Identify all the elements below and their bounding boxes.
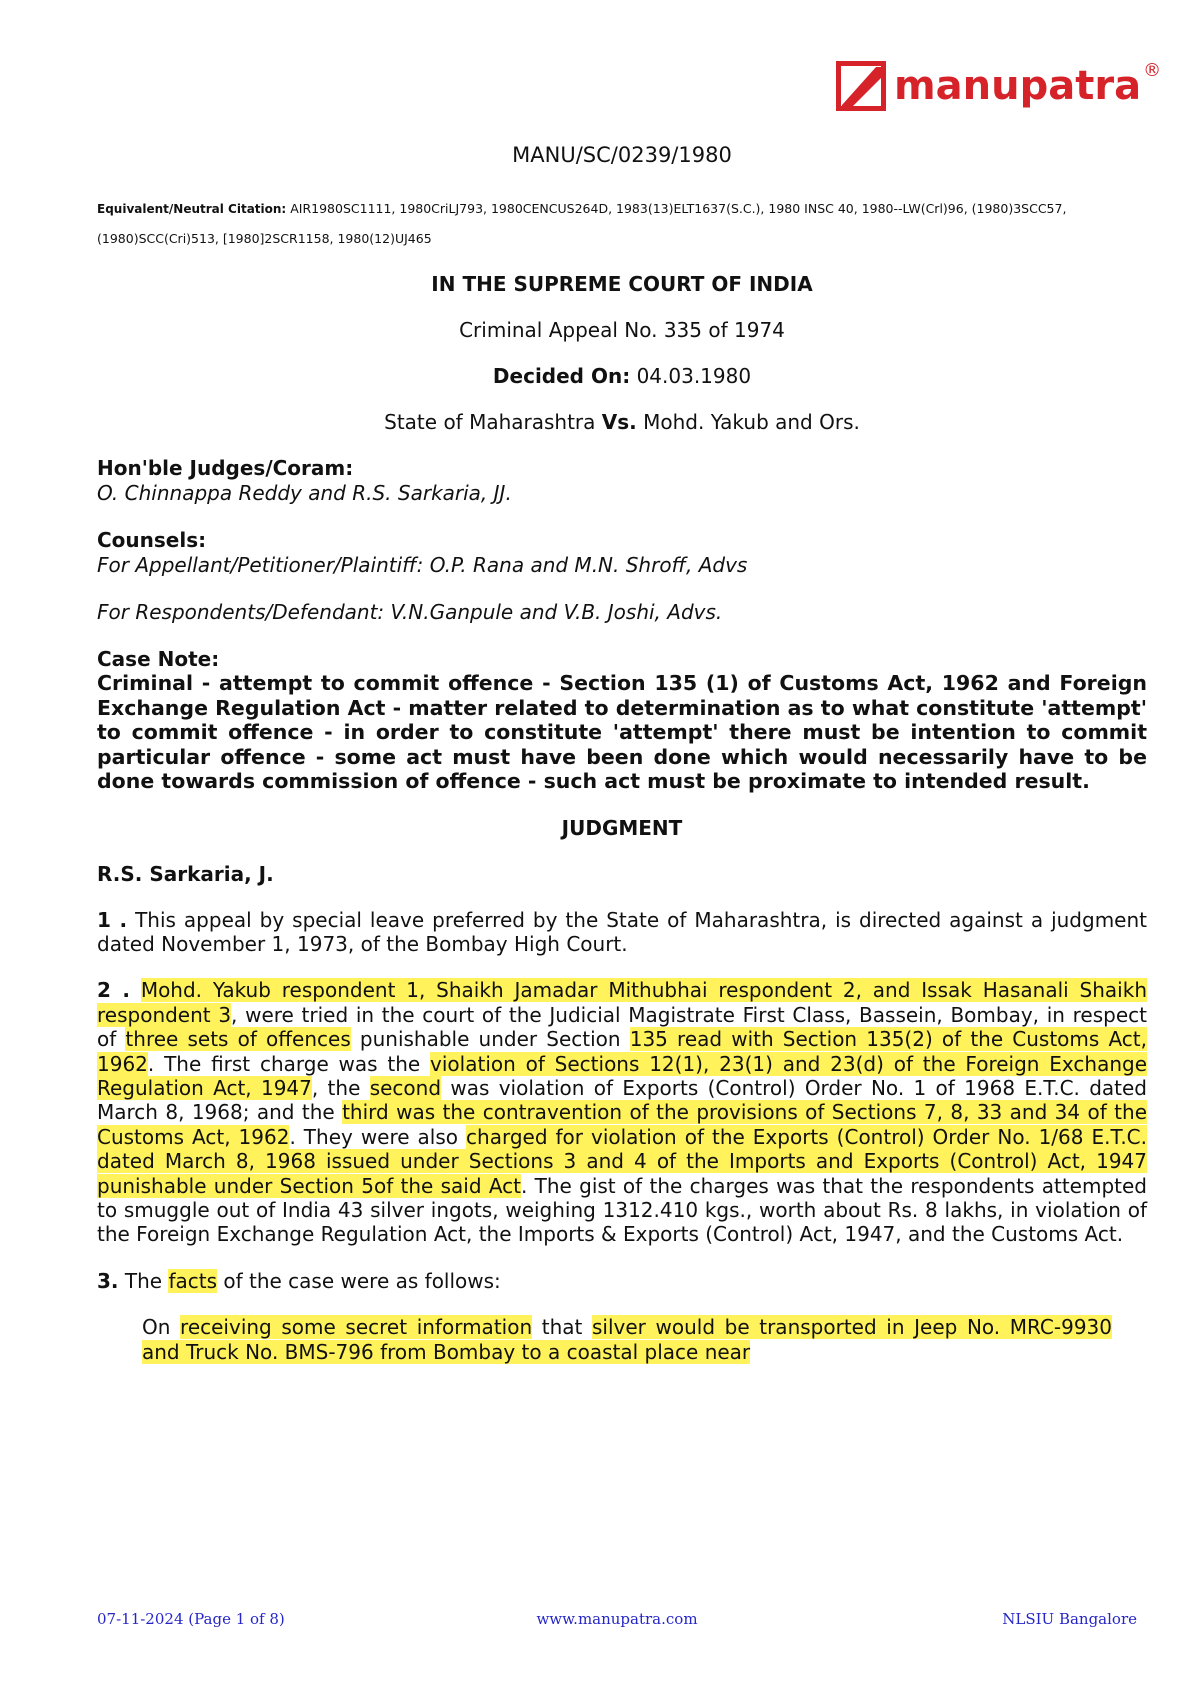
appeal-number: Criminal Appeal No. 335 of 1974 — [459, 318, 785, 342]
judge-name: R.S. Sarkaria, J. — [97, 861, 274, 886]
registered-mark: ® — [1143, 59, 1162, 81]
citation-label: Equivalent/Neutral Citation: — [97, 202, 287, 216]
indented-quote — [142, 1315, 1112, 1364]
decided-on — [97, 364, 1147, 388]
highlight: violation of Sections 12(1), 23(1) and 23(d) of the Foreign Exchange Regulation Act, 1947 — [97, 1051, 1147, 1100]
text-segment: , were tried in the court of the Judicial Magistrate First Class, Bassein, Bombay, in respect of — [97, 1002, 1147, 1052]
manupatra-logo — [836, 60, 1161, 112]
text-segment: of the case were as follows: — [217, 1268, 501, 1293]
highlight: facts — [168, 1268, 217, 1293]
decided-label: Decided On: — [492, 364, 631, 388]
document-body — [97, 143, 1147, 1364]
paragraph-text: This appeal by special leave preferred by the State of Maharashtra, is directed against a judgment dated November 1, 1973, of the Bombay High Court. — [97, 907, 1148, 956]
counsel-appellant: For Appellant/Petitioner/Plaintiff: O.P. Rana and M.N. Shroff, Advs — [97, 553, 748, 577]
text-segment: punishable under Section — [350, 1027, 630, 1052]
decided-date: 04.03.1980 — [636, 364, 752, 388]
counsels-label: Counsels: — [97, 528, 207, 552]
text-segment: The — [118, 1268, 169, 1293]
citation-text: AIR1980SC1111, 1980CriLJ793, 1980CENCUS264D, 1983(13)ELT1637(S.C.), 1980 INSC 40, 1980--LW(Crl)96, (1980)3SCC57, (1980)SCC(Cri)513, [1980]2SCR1158, 1980(12)UJ465 — [97, 201, 1067, 246]
case-note-label: Case Note: — [97, 647, 220, 671]
paragraph-1 — [97, 908, 1147, 957]
paragraph-3 — [97, 1269, 1147, 1293]
text-segment: . They were also — [289, 1124, 467, 1149]
party-first: State of Maharashtra — [384, 410, 596, 434]
highlight: second — [369, 1075, 442, 1100]
text-segment: . The first charge was the — [147, 1051, 431, 1076]
versus: Vs. — [601, 410, 637, 434]
text-segment: On — [142, 1315, 181, 1340]
footer-website-link[interactable]: www.manupatra.com — [536, 1610, 698, 1628]
text-segment: that — [532, 1315, 592, 1340]
case-parties — [97, 410, 1147, 434]
text-segment: , the — [311, 1075, 370, 1100]
case-note-text: Criminal - attempt to commit offence - Section 135 (1) of Customs Act, 1962 and Foreign Exchange Regulation Act - matter related to determination as to what constitute 'attempt' to commit offence - in order to constitute 'attempt' there must be intention to commit particular offence - some act must have been done which would necessarily have to be done towards commission of offence - such act must be proximate to intended result. — [97, 671, 1147, 793]
equivalent-citation — [97, 194, 1147, 254]
highlight: Mohd. Yakub respondent 1, Shaikh Jamadar Mithubhai respondent 2, and Issak Hasanali Shaikh respondent 3 — [97, 978, 1147, 1027]
highlight: three sets of offences — [125, 1027, 351, 1052]
highlight: silver would be transported in Jeep No. MRC-9930 and Truck No. BMS-796 from Bombay to a coastal place near — [142, 1315, 1112, 1364]
highlight: receiving some secret information — [180, 1315, 533, 1340]
paragraph-number: 3. — [97, 1268, 119, 1293]
paragraph-number: 1 . — [97, 907, 128, 932]
party-second: Mohd. Yakub and Ors. — [643, 410, 860, 434]
paragraph-number: 2 . — [97, 978, 130, 1003]
judges-names: O. Chinnappa Reddy and R.S. Sarkaria, JJ. — [97, 481, 512, 505]
text-segment: was violation of Exports (Control) Order No. 1 of 1968 E.T.C. dated March 8, 1968; and the — [97, 1075, 1147, 1125]
counsel-respondent: For Respondents/Defendant: V.N.Ganpule and V.B. Joshi, Advs. — [97, 600, 723, 624]
judges-label: Hon'ble Judges/Coram: — [97, 456, 354, 480]
manupatra-logo-icon — [836, 61, 886, 111]
highlight: 135 read with Section 135(2) of the Customs Act, 1962 — [97, 1027, 1147, 1076]
court-name: IN THE SUPREME COURT OF INDIA — [431, 272, 813, 296]
judgment-heading: JUDGMENT — [561, 815, 683, 840]
paragraph-2 — [97, 978, 1147, 1246]
text-segment — [130, 978, 141, 1002]
text-segment: . The gist of the charges was that the respondents attempted to smuggle out of India 43 silver ingots, weighing 1312.410 kgs., worth about Rs. 8 lakhs, in violation of the Foreign Exchange Regulation Act, the Imports & Exports (Control) Act, 1947, and the Customs Act. — [97, 1173, 1147, 1247]
page-footer — [97, 1610, 1137, 1634]
manu-citation-id: MANU/SC/0239/1980 — [512, 143, 732, 167]
highlight: charged for violation of the Exports (Control) Order No. 1/68 E.T.C. dated March 8, 1968 issued under Sections 3 and 4 of the Imports and Exports (Control) Act, 1947 punishable under Section 5of the said Act — [97, 1124, 1147, 1198]
footer-institution: NLSIU Bangalore — [1002, 1610, 1137, 1628]
footer-page-info: 07-11-2024 (Page 1 of 8) — [97, 1610, 285, 1628]
logo-wordmark: manupatra — [894, 63, 1142, 109]
highlight: third was the contravention of the provisions of Sections 7, 8, 33 and 34 of the Customs Act, 1962 — [97, 1100, 1147, 1149]
